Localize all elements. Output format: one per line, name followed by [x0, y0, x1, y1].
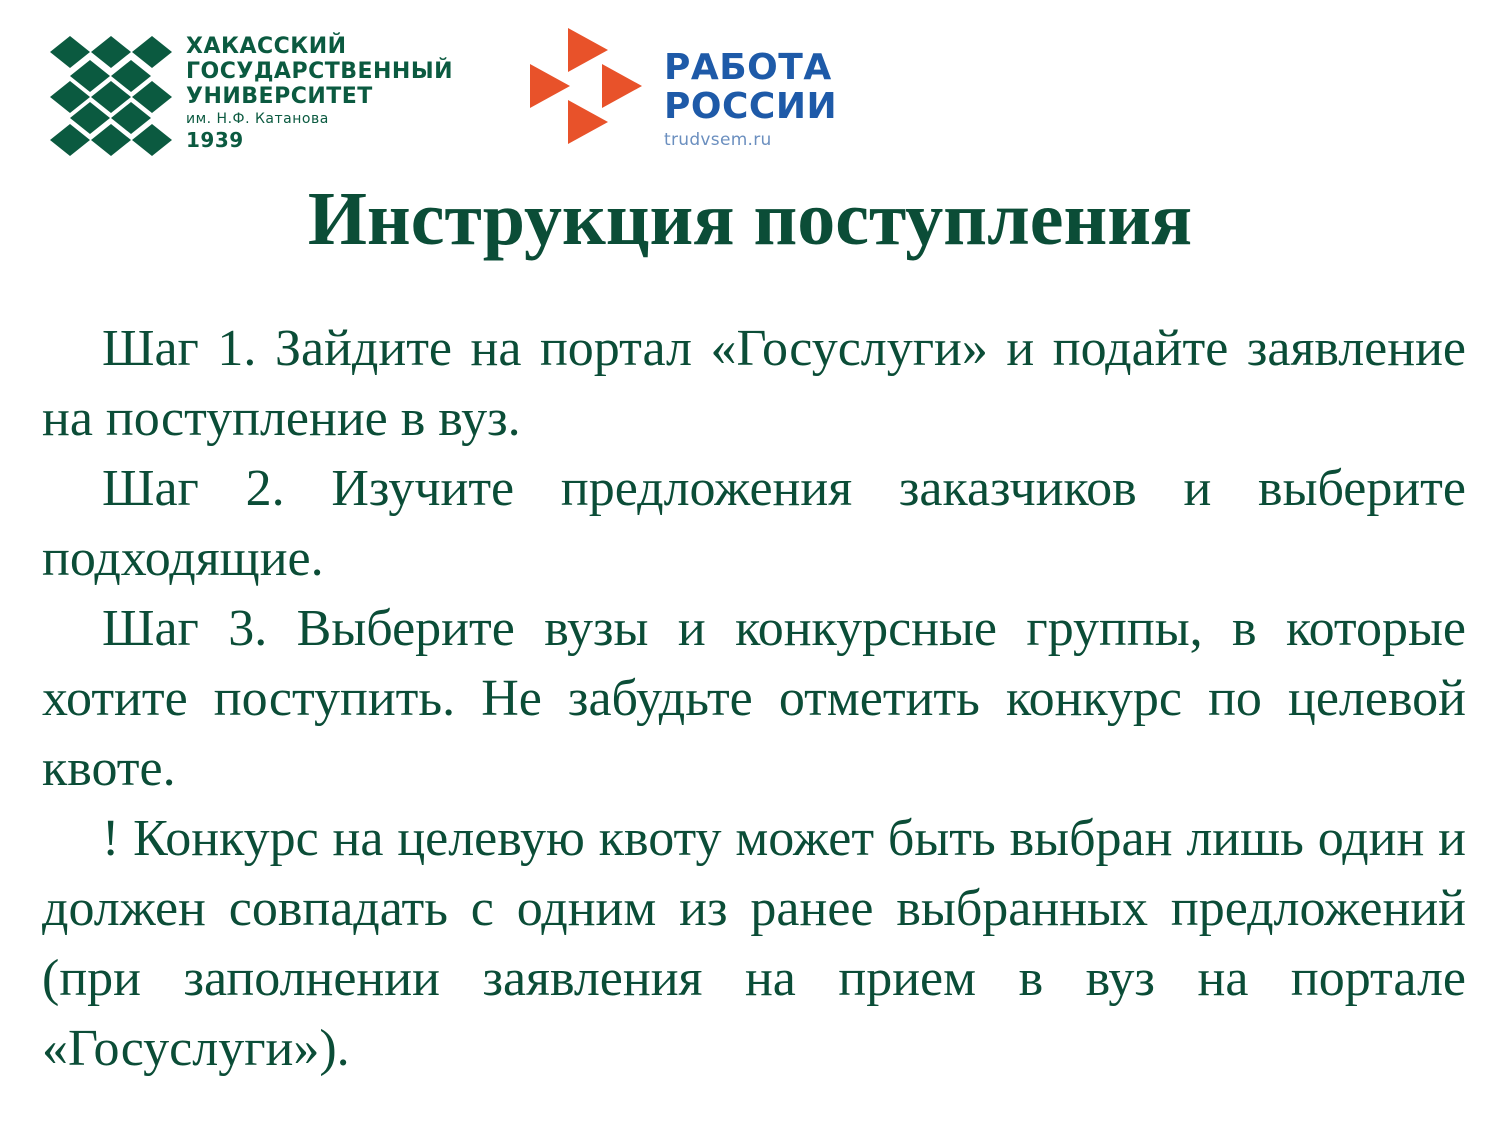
rabota-rossii-text — [664, 47, 838, 150]
rabota-line-2: РОССИИ — [664, 86, 838, 127]
step-2-paragraph: Шаг 2. Изучите предложения заказчиков и выберите подходящие. — [42, 460, 1466, 587]
university-name — [186, 36, 453, 154]
university-diamond-grid-icon — [50, 36, 172, 158]
target-quota-note: ! Конкурс на целевую квоту может быть выбран лишь один и должен совпадать с одним из ранее выбранных предложений (при заполнении заявления на прием в вуз на портале «Госуслуги»). — [42, 810, 1466, 1077]
rabota-rossii-logo — [530, 28, 850, 153]
university-name-line-1: ХАКАССКИЙ — [186, 34, 347, 59]
instructions-body — [42, 314, 1466, 1084]
page-title: Инструкция поступления — [307, 177, 1193, 261]
university-year: 1939 — [186, 128, 244, 152]
header — [0, 0, 1500, 170]
rabota-arrows-icon — [530, 28, 646, 148]
university-logo — [50, 36, 470, 161]
university-dedication: им. Н.Ф. Катанова — [186, 111, 329, 127]
rabota-line-1: РАБОТА — [664, 47, 832, 88]
step-3-paragraph: Шаг 3. Выберите вузы и конкурсные группы, в которые хотите поступить. Не забудьте отметить конкурс по целевой квоте. — [42, 600, 1466, 797]
university-name-line-2: ГОСУДАРСТВЕННЫЙ — [186, 59, 454, 84]
university-name-line-3: УНИВЕРСИТЕТ — [186, 84, 373, 109]
rabota-url: trudvsem.ru — [664, 130, 772, 150]
step-1-paragraph: Шаг 1. Зайдите на портал «Госуслуги» и подайте заявление на поступление в вуз. — [42, 320, 1466, 447]
